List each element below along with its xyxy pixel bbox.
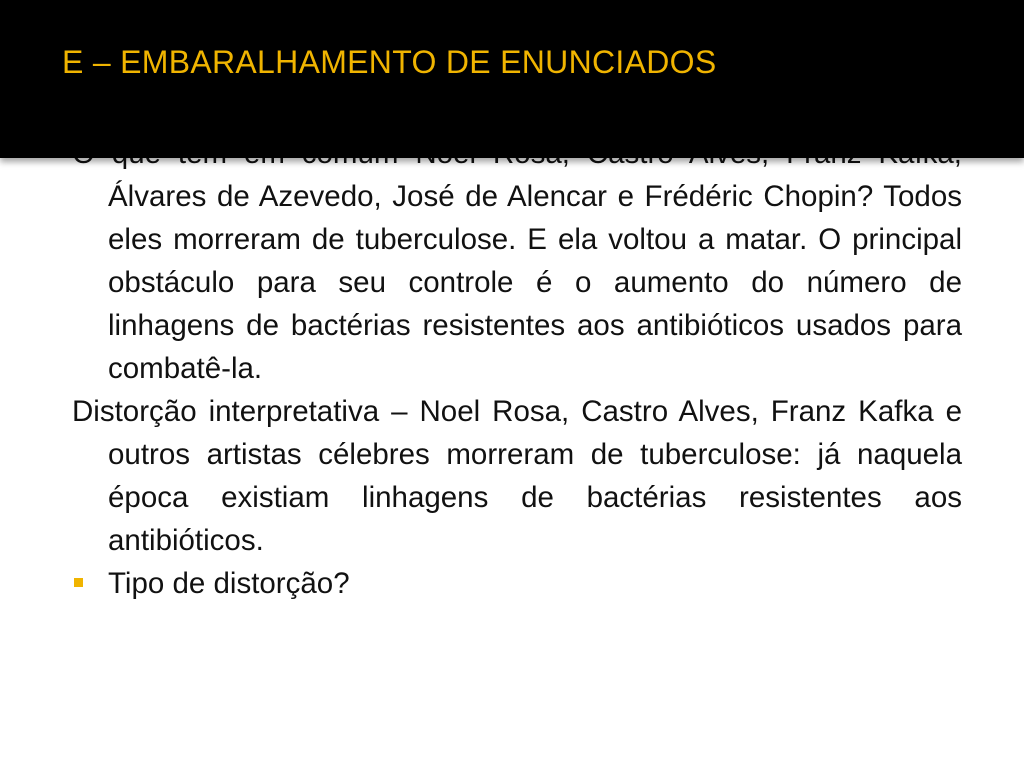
title-bar — [0, 0, 1024, 158]
slide-title: E – EMBARALHAMENTO DE ENUNCIADOS — [62, 44, 717, 80]
paragraph-original-statement: Álvares de Azevedo, José de Alencar e Frédéric Chopin? Todos eles morreram de tuberculose. E ela voltou a matar. O principal obstáculo para seu controle é o aumento do número de linhagens de bactérias resistentes aos antibióticos usados para combatê-la. — [108, 180, 962, 385]
slide-body — [72, 132, 962, 605]
paragraph-interpretive-distortion: Distorção interpretativa – Noel Rosa, Castro Alves, Franz Kafka e outros artistas célebres morreram de tuberculose: já naquela época existiam linhagens de bactérias resistentes aos antibióticos. — [72, 395, 962, 557]
bullet-item — [72, 562, 962, 605]
bullet-question: Tipo de distorção? — [108, 567, 350, 600]
square-bullet-icon — [74, 578, 83, 587]
